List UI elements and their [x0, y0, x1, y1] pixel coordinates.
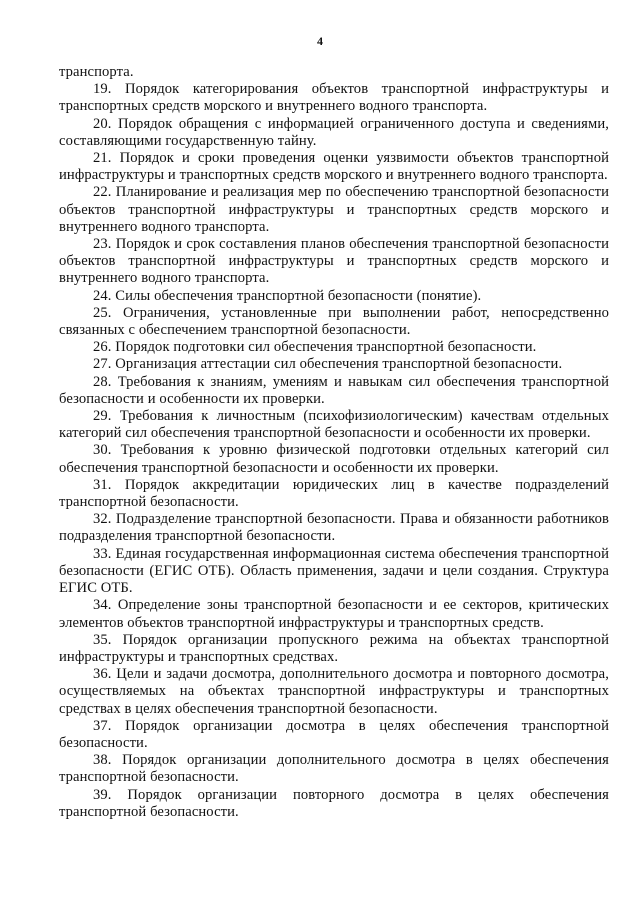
list-item-37: 37. Порядок организации досмотра в целях обеспечения транспортной безопасности. — [59, 717, 609, 751]
list-item-32: 32. Подразделение транспортной безопасности. Права и обязанности работников подразделения транспортной безопасности. — [59, 511, 609, 545]
document-body — [59, 64, 609, 821]
list-item-30: 30. Требования к уровню физической подготовки отдельных категорий сил обеспечения транспортной безопасности и особенности их проверки. — [59, 442, 609, 476]
list-item-25: 25. Ограничения, установленные при выполнении работ, непосредственно связанных с обеспечением транспортной безопасности. — [59, 304, 609, 339]
list-item-19: 19. Порядок категорирования объектов транспортной инфраструктуры и транспортных средств морского и внутреннего водного транспорта. — [59, 81, 609, 115]
paragraph-continuation: транспорта. — [59, 64, 134, 80]
list-item-24: 24. Силы обеспечения транспортной безопасности (понятие). — [93, 287, 482, 304]
list-item-23: 23. Порядок и срок составления планов обеспечения транспортной безопасности объектов транспортной инфраструктуры и транспортных средств морского и внутреннего водного транспорта. — [59, 236, 609, 287]
list-item-26: 26. Порядок подготовки сил обеспечения транспортной безопасности. — [93, 339, 537, 356]
list-item-20: 20. Порядок обращения с информацией ограниченного доступа и сведениями, составляющими государственную тайну. — [59, 115, 609, 149]
list-item-31: 31. Порядок аккредитации юридических лиц в качестве подразделений транспортной безопасности. — [59, 476, 609, 511]
list-item-35: 35. Порядок организации пропускного режима на объектах транспортной инфраструктуры и транспортных средствах. — [59, 631, 609, 665]
list-item-33: 33. Единая государственная информационная система обеспечения транспортной безопасности (ЕГИС ОТБ). Область применения, задачи и цели создания. Структура ЕГИС ОТБ. — [59, 545, 609, 597]
list-item-22: 22. Планирование и реализация мер по обеспечению транспортной безопасности объектов транспортной инфраструктуры и транспортных средств морского и внутреннего водного транспорта. — [59, 184, 609, 235]
list-item-38: 38. Порядок организации дополнительного досмотра в целях обеспечения транспортной безопасности. — [59, 752, 609, 786]
list-item-28: 28. Требования к знаниям, умениям и навыкам сил обеспечения транспортной безопасности и особенности их проверки. — [59, 373, 609, 407]
list-item-36: 36. Цели и задачи досмотра, дополнительного досмотра и повторного досмотра, осуществляемых на объектах транспортной инфраструктуры и транспортных средствах в целях обеспечения транспортной безопасности. — [59, 666, 609, 717]
list-item-34: 34. Определение зоны транспортной безопасности и ее секторов, критических элементов объектов транспортной инфраструктуры и транспортных средств. — [59, 597, 609, 631]
list-item-27: 27. Организация аттестации сил обеспечения транспортной безопасности. — [93, 356, 563, 373]
list-item-21: 21. Порядок и сроки проведения оценки уязвимости объектов транспортной инфраструктуры и транспортных средств морского и внутреннего водного транспорта. — [59, 150, 609, 184]
list-item-29: 29. Требования к личностным (психофизиологическим) качествам отдельных категорий сил обеспечения транспортной безопасности и особенности их проверки. — [59, 408, 609, 442]
page-number: 4 — [317, 34, 323, 48]
list-item-39: 39. Порядок организации повторного досмотра в целях обеспечения транспортной безопасности. — [59, 786, 609, 820]
